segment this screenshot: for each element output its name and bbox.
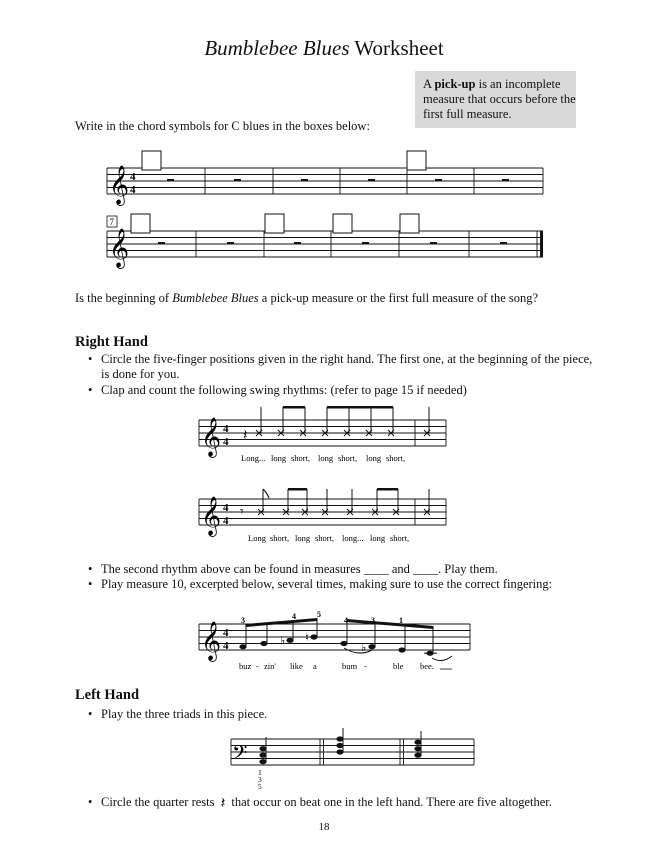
svg-text:5: 5	[317, 610, 321, 619]
svg-text:4: 4	[130, 171, 136, 183]
natural-icon: ♮	[305, 632, 309, 644]
bass-clef-icon: 𝄢	[232, 743, 248, 769]
page-title: Bumblebee Blues Worksheet	[204, 36, 444, 60]
list-item: • The second rhythm above can be found in measures ____ and ____. Play them.	[88, 562, 498, 576]
svg-text:long: long	[271, 453, 287, 463]
svg-text:-: -	[256, 661, 259, 671]
svg-text:long...: long...	[342, 533, 364, 543]
list-item: • Circle the five-finger positions given in the right hand. The first one, at the beginning of the piece, is done for you.	[88, 352, 593, 381]
chord-instructions: Write in the chord symbols for C blues in the boxes below:	[75, 119, 370, 133]
flat-icon: ♭	[280, 635, 286, 647]
svg-text:4: 4	[223, 436, 229, 448]
svg-text:a: a	[313, 661, 317, 671]
pickup-question: Is the beginning of Bumblebee Blues a pick-up measure or the first full measure of the song?	[75, 291, 539, 305]
list-item: • Play measure 10, excerpted below, several times, making sure to use the correct fingering:	[88, 577, 553, 591]
treble-clef-icon: 𝄞	[109, 167, 130, 204]
list-item: • Play the three triads in this piece.	[88, 707, 268, 721]
svg-text:buz: buz	[239, 661, 252, 671]
treble-clef-icon: 𝄞	[201, 623, 222, 660]
svg-text:short,: short,	[315, 533, 335, 543]
svg-text:7: 7	[109, 217, 114, 227]
svg-text:bum: bum	[342, 661, 358, 671]
treble-clef-icon: 𝄞	[201, 419, 222, 456]
right-hand-heading: Right Hand	[75, 334, 148, 350]
svg-text:4: 4	[223, 640, 229, 652]
svg-text:4: 4	[223, 423, 229, 435]
svg-text:4: 4	[223, 627, 229, 639]
svg-text:Long...: Long...	[241, 453, 266, 463]
svg-text:short,: short,	[291, 453, 311, 463]
svg-text:short,: short,	[386, 453, 406, 463]
svg-text:1: 1	[258, 768, 262, 777]
svg-text:bee.: bee.	[420, 661, 434, 671]
eighth-rest-icon: 𝄾	[240, 505, 244, 520]
svg-text:4: 4	[223, 515, 229, 527]
svg-text:short,: short,	[390, 533, 410, 543]
svg-text:3: 3	[241, 616, 245, 625]
svg-text:4: 4	[292, 612, 296, 621]
svg-text:Long: Long	[248, 533, 266, 543]
svg-text:long: long	[295, 533, 311, 543]
pickup-callout: A pick-up is an incomplete measure that occurs before the first full measure.	[415, 71, 576, 128]
list-item: • Clap and count the following swing rhythms: (refer to page 15 if needed)	[88, 383, 467, 397]
svg-text:long: long	[366, 453, 382, 463]
svg-text:3: 3	[258, 775, 262, 784]
svg-text:-: -	[364, 661, 367, 671]
page-number: 18	[318, 821, 330, 833]
svg-text:4: 4	[344, 616, 348, 625]
treble-clef-icon: 𝄞	[109, 230, 130, 267]
svg-text:ble: ble	[393, 661, 404, 671]
svg-text:4: 4	[223, 502, 229, 514]
list-item: • Circle the quarter rests 𝄽 that occur on beat one in the left hand. There are five altogether.	[88, 794, 552, 812]
svg-text:zin': zin'	[264, 661, 276, 671]
svg-text:like: like	[290, 661, 303, 671]
left-hand-heading: Left Hand	[75, 687, 140, 703]
svg-text:short,: short,	[270, 533, 290, 543]
treble-clef-icon: 𝄞	[201, 498, 222, 535]
svg-text:1: 1	[399, 616, 403, 625]
svg-text:short,: short,	[338, 453, 358, 463]
svg-text:long: long	[318, 453, 334, 463]
quarter-rest-icon: 𝄽	[220, 794, 226, 812]
svg-text:5: 5	[258, 782, 262, 791]
svg-text:4: 4	[130, 184, 136, 196]
flat-icon: ♭	[361, 642, 367, 654]
svg-text:long: long	[370, 533, 386, 543]
quarter-rest-icon: 𝄽	[243, 428, 248, 444]
svg-text:3: 3	[371, 616, 375, 625]
